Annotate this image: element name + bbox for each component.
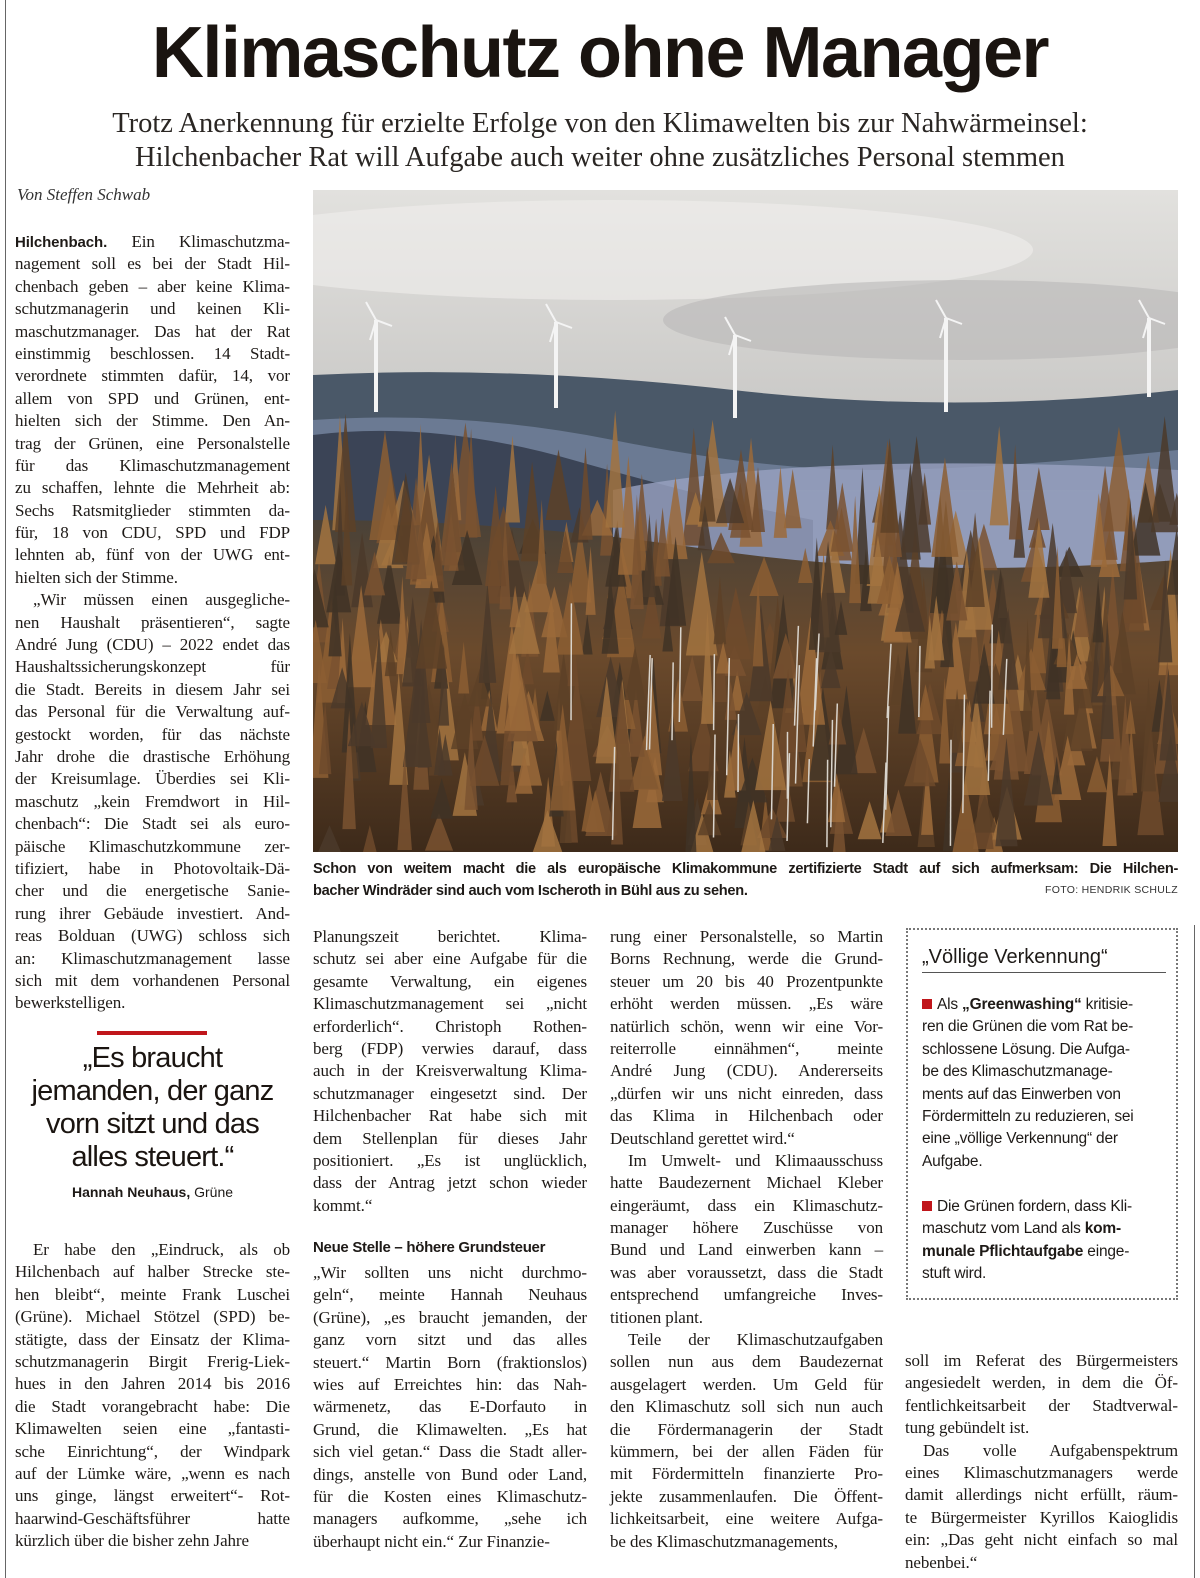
dateline: Hilchenbach. — [15, 234, 108, 251]
infobox-title: „Völlige Verkennung“ — [922, 944, 1166, 973]
text-line: André Jung (CDU). Andererseits — [610, 1061, 883, 1081]
article-photo-wind-turbines-landscape — [313, 190, 1178, 852]
article-column-2-block — [313, 1262, 587, 1553]
text-line: steuert.“ Martin Born (fraktionslos) — [313, 1352, 587, 1372]
text-line: uns ginge, längst erweitert“- Rot- — [15, 1486, 290, 1506]
text-line: gestockt worden, für das nächste — [15, 724, 290, 744]
paragraph — [15, 1239, 290, 1552]
text-line: ausgelagert werden. Um Geld für — [610, 1374, 883, 1394]
landscape-photo — [313, 190, 1178, 852]
text-line: bewerkstelligen. — [15, 993, 126, 1013]
article-column-2-block — [313, 926, 587, 1217]
text-line: damit allerdings nicht erfüllt, räum- — [905, 1485, 1178, 1505]
text-line: Klimawelten seien eine „fantasti- — [15, 1419, 290, 1439]
text-line: für das Klimaschutzmanagement — [15, 455, 290, 475]
text-line: Hilchenbacher Rat habe sich mit — [313, 1106, 587, 1126]
paragraph — [610, 926, 883, 1150]
text-line: ments auf das Einwerben von — [922, 1085, 1121, 1103]
pull-quote-attribution — [15, 1184, 290, 1200]
text-line: schutzmanager eingesetzt sind. Der — [313, 1083, 587, 1103]
column-rule-right — [1194, 925, 1195, 1578]
subheadline-line: Hilchenbacher Rat will Aufgabe auch weiter ohne zusätzliches Personal stemmen — [135, 142, 1065, 173]
text-line: maschutzmanager. Das hat der Rat — [15, 321, 290, 341]
birch-trunk — [992, 624, 993, 727]
text-segment: Ein Klimaschutzma- — [107, 232, 290, 251]
text-line: dings, anstelle von Bund oder Land, — [313, 1464, 587, 1484]
article-column-1-block — [15, 231, 290, 1015]
paragraph — [905, 1350, 1178, 1440]
text-line: hatte Baudezernent Michael Kleber — [610, 1173, 883, 1193]
byline: Von Steffen Schwab — [17, 185, 151, 204]
text-line: für die Kosten eines Klimaschutz- — [313, 1486, 587, 1506]
text-line: schutzmanagerin Birgit Frerig-Liek- — [15, 1351, 290, 1371]
text-line: Er habe den „Eindruck, als ob — [33, 1240, 290, 1259]
text-line: lehnten ab, fünf von der UWG ent- — [15, 545, 290, 565]
text-line: wies auf Erreichtes hin: das Nah- — [313, 1374, 587, 1394]
caption-line: bacher Windräder sind auch vom Ischeroth in Bühl aus zu sehen. — [313, 883, 748, 900]
paragraph — [15, 589, 290, 1014]
text-line: ein: „Das geht nicht einfach so mal — [905, 1530, 1178, 1550]
text-line: angesiedelt werden, in dem die Öf- — [905, 1373, 1178, 1393]
red-square-bullet-icon — [922, 999, 932, 1009]
paragraph — [610, 1329, 883, 1553]
pull-quote-line: alles steuert.“ — [71, 1141, 234, 1173]
pull-quote-line: vorn sitzt und das — [46, 1108, 259, 1140]
photo-caption — [313, 858, 1178, 903]
text-line: kürzlich über die bisher zehn Jahre — [15, 1531, 249, 1551]
text-line: Fördermitteln zu reduzieren, sei — [922, 1107, 1134, 1125]
text-line: Sechs Ratsmitglieder stimmten da- — [15, 500, 290, 520]
birch-trunk — [950, 740, 951, 846]
text-line: nebenbei.“ — [905, 1552, 978, 1572]
text-line: zu schaffen, lehnte die Mehrheit ab: — [15, 478, 290, 498]
article-column-4-block — [905, 1350, 1178, 1574]
text-line: einstimmig beschlossen. 14 Stadt- — [15, 343, 290, 363]
text-line: erforderlich“. Christoph Rothen- — [313, 1016, 587, 1036]
text-line: sollen nun aus dem Baudezernat — [610, 1352, 883, 1372]
subheadline — [0, 107, 1200, 175]
text-line: rung ihrer Gebäude investiert. And- — [15, 903, 290, 923]
text-line: auf der Lümke wäre, „wenn es nach — [15, 1463, 290, 1483]
text-line: der Kreisumlage. Überdies sei Kli- — [15, 769, 290, 789]
text-line: jekte zusammenlaufen. Die Öffent- — [610, 1486, 883, 1506]
text-line: Borns Rechnung, werde die Grund- — [610, 949, 883, 969]
text-line: Teile der Klimaschutzaufgaben — [628, 1330, 883, 1350]
text-line: entsprechend umfangreiche Inves- — [610, 1285, 883, 1305]
pull-quote-line: „Es braucht — [82, 1042, 223, 1074]
text-line: Grund, die Klimawelten. „Es hat — [313, 1419, 587, 1439]
text-line: haarwind-Geschäftsführer hatte — [15, 1508, 290, 1528]
pull-quote-party: Grüne — [190, 1184, 234, 1200]
text-line — [922, 1241, 1172, 1263]
text-line: trag der Grünen, eine Personalstelle — [15, 433, 290, 453]
text-line — [922, 1196, 1172, 1218]
text-line: Das volle Aufgabenspektrum — [923, 1440, 1178, 1460]
infobox-item — [922, 1196, 1172, 1286]
text-line: an: Klimaschutzmanagement lasse — [15, 948, 290, 968]
pull-quote-line: jemanden, der ganz — [31, 1075, 274, 1107]
text-line: (Grüne), „es braucht jemanden, der — [313, 1307, 587, 1327]
text-line: tifiziert, habe in Photovoltaik-Dä- — [15, 858, 290, 878]
text-line: sich viel getan.“ Dass die Stadt aller- — [313, 1442, 587, 1462]
text-line: maschutz „kein Fremdwort in Hil- — [15, 791, 290, 811]
text-segment: kritisie- — [1081, 996, 1133, 1013]
text-line: allem von SPD und Grünen, ent- — [15, 388, 290, 408]
paragraph — [905, 1440, 1178, 1574]
text-line: die Stadt. Bereits in diesem Jahr sei — [15, 679, 290, 699]
text-line: gesamte Verwaltung, ein eigenes — [313, 971, 587, 991]
text-line: eine „völlige Verkennung“ der — [922, 1130, 1118, 1148]
column-rule-left — [5, 0, 6, 1578]
text-line: Aufgabe. — [922, 1152, 983, 1170]
text-line: manager höhere Zuschüsse von — [610, 1218, 883, 1238]
text-line: managers aufkomme, „sehe ich — [313, 1509, 587, 1529]
text-line: stätigte, dass der Einsatz der Klima- — [15, 1329, 290, 1349]
birch-trunk — [714, 654, 715, 730]
text-line: Jahr drohe die drastische Erhöhung — [15, 746, 290, 766]
text-line: rung einer Personalstelle, so Martin — [610, 927, 883, 946]
paragraph — [610, 1150, 883, 1329]
text-line: hielten sich der Stimme. Den An- — [15, 411, 290, 431]
text-line: „Wir sollten uns nicht durchmo- — [313, 1263, 587, 1282]
text-line: die Fördermanagerin der Stadt — [610, 1419, 883, 1439]
paragraph — [15, 231, 290, 589]
text-line: stuft wird. — [922, 1265, 987, 1283]
text-line: Im Umwelt- und Klimaausschuss — [628, 1150, 883, 1170]
text-line: hen bleibt“, meinte Frank Luschei — [15, 1284, 290, 1304]
text-line: Deutschland gerettet wird.“ — [610, 1128, 795, 1148]
subheadline-line: Trotz Anerkennung für erzielte Erfolge von den Klimawelten bis zur Nahwärmeinsel: — [112, 108, 1088, 139]
text-line: natürlich schön, wenn wir eine Vor- — [610, 1016, 883, 1036]
text-line: be des Klimaschutzmanage- — [922, 1063, 1113, 1081]
text-line: was aber voraussetzt, dass die Stadt — [610, 1262, 883, 1282]
text-line: reiterrolle einnähmen“, meinte — [610, 1038, 883, 1058]
text-segment: maschutz vom Land als — [922, 1220, 1085, 1238]
text-line: päische Klimaschutzkommune zer- — [15, 836, 290, 856]
text-line: Hilchenbach auf halber Strecke ste- — [15, 1262, 290, 1282]
text-line: „dürfen wir uns nicht einreden, dass — [610, 1083, 883, 1103]
text-line: erhöht werden müssen. „Es wäre — [610, 994, 883, 1014]
red-square-bullet-icon — [922, 1201, 932, 1211]
text-line: dem Stellenplan für dieses Jahr — [313, 1128, 587, 1148]
article-column-3-block — [610, 926, 883, 1553]
pull-quote-author: Hannah Neuhaus, — [71, 1184, 191, 1200]
text-line: nagement soll es bei der Stadt Hil- — [15, 254, 290, 274]
text-line: be des Klimaschutzmanagements, — [610, 1531, 838, 1551]
text-line: berg (FDP) verwies darauf, dass — [313, 1038, 587, 1058]
article-column-1-block — [15, 1239, 290, 1552]
text-line: chenbach geben – aber keine Klima- — [15, 276, 290, 296]
text-line: für, 18 von CDU, SPD und FDP — [15, 523, 290, 543]
text-line: tung gebündelt ist. — [905, 1418, 1030, 1438]
text-line: verordnete stimmten dafür, 14, vor — [15, 366, 290, 386]
headline: Klimaschutz ohne Manager — [151, 13, 1049, 93]
text-line: Bund und Land einwerben kann – — [610, 1240, 883, 1260]
text-line: auch in der Kreisverwaltung Klima- — [313, 1061, 587, 1081]
text-line: das Personal für die Verwaltung auf- — [15, 702, 290, 722]
text-line: kümmern, bei der allen Fäden für — [610, 1441, 883, 1461]
text-line: Planungszeit berichtet. Klima- — [313, 927, 587, 946]
text-line: André Jung (CDU) – 2022 endet das — [15, 635, 290, 655]
text-line: die Stadt vorangebracht habe: Die — [15, 1396, 290, 1416]
photo-credit: FOTO: HENDRIK SCHULZ — [1045, 884, 1178, 896]
text-line: eines Klimaschutzmanagers werde — [905, 1462, 1178, 1482]
pull-quote-accent-bar — [97, 1031, 207, 1035]
text-line: (Grüne). Michael Stötzel (SPD) be- — [15, 1307, 290, 1327]
text-line: eingeräumt, dass ein Klimaschutz- — [610, 1195, 883, 1215]
text-line: den Klimaschutz soll sich nun auch — [610, 1397, 883, 1417]
text-segment: Als — [937, 996, 963, 1013]
infobox — [906, 928, 1178, 1300]
text-line: schutzmanagerin und keinen Kli- — [15, 299, 290, 319]
text-segment: Die Grünen fordern, dass Kli- — [937, 1198, 1132, 1215]
birch-trunk — [827, 760, 828, 847]
bold-text: „Greenwashing“ — [962, 996, 1082, 1013]
text-line: Haushaltssicherungskonzept für — [15, 657, 290, 677]
infobox-item — [922, 994, 1172, 1173]
text-line: fentlichkeitsarbeit der Stadtverwal- — [905, 1395, 1178, 1415]
text-line — [922, 1218, 1172, 1240]
text-line: soll im Referat des Bürgermeisters — [905, 1351, 1178, 1370]
text-line: chenbach“: Die Stadt sei als euro- — [15, 814, 290, 834]
text-segment: einge- — [1083, 1242, 1130, 1260]
paragraph — [313, 1262, 587, 1553]
text-line: titionen plant. — [610, 1307, 703, 1327]
text-line: cher und die energetische Sanie- — [15, 881, 290, 901]
text-line: das Klima in Hilchenbach oder — [610, 1106, 883, 1126]
text-line: sche Einrichtung“, der Windpark — [15, 1441, 290, 1461]
text-line: lichkeitsarbeit, eine weitere Aufga- — [610, 1509, 883, 1529]
text-line: nen Haushalt präsentieren“, sagte — [15, 612, 290, 632]
text-line: sich mit dem vorhandenen Personal — [15, 970, 290, 990]
section-subheading: Neue Stelle – höhere Grundsteuer — [313, 1239, 546, 1256]
pull-quote — [15, 1042, 290, 1174]
text-line: „Wir müssen einen ausgegliche- — [33, 590, 290, 610]
text-line: reas Bolduan (UWG) schloss sich — [15, 926, 290, 946]
paragraph — [313, 926, 587, 1217]
text-line — [922, 994, 1172, 1016]
text-line: überhaupt nicht ein.“ Zur Finanzie- — [313, 1531, 550, 1551]
text-line: positioniert. „Es ist unglücklich, — [313, 1150, 587, 1170]
text-line: mit Fördermitteln finanzierte Pro- — [610, 1464, 883, 1484]
text-line: wärmenetz, das E-Dorfauto in — [313, 1397, 587, 1417]
text-line: ren die Grünen die vom Rat be- — [922, 1018, 1134, 1036]
text-line: te Bürgermeister Kyrillos Kaioglidis — [905, 1507, 1178, 1527]
text-line: hues in den Jahren 2014 bis 2016 — [15, 1374, 290, 1394]
text-line: Klimaschutzmanagement sei „nicht — [313, 994, 587, 1014]
bold-text: kom- — [1084, 1220, 1121, 1238]
text-line: schutz sei aber eine Aufgabe für die — [313, 949, 587, 969]
text-line: ganz vorn sitzt und das alles — [313, 1330, 587, 1350]
text-line: kommt.“ — [313, 1195, 373, 1215]
text-line: geln“, meinte Hannah Neuhaus — [313, 1285, 587, 1305]
caption-line: Schon von weitem macht die als europäische Klimakommune zertifizierte Stadt auf sich aufmerksam: Die Hilchen- — [313, 861, 1178, 877]
text-line: steuer um 20 bis 40 Prozentpunkte — [610, 971, 883, 991]
text-line — [15, 231, 290, 253]
bold-text: munale Pflichtaufgabe — [922, 1242, 1084, 1260]
text-line: dass der Antrag jetzt schon wieder — [313, 1173, 587, 1193]
text-line: hielten sich der Stimme. — [15, 567, 178, 587]
text-line: schlossene Lösung. Die Aufga- — [922, 1040, 1130, 1058]
